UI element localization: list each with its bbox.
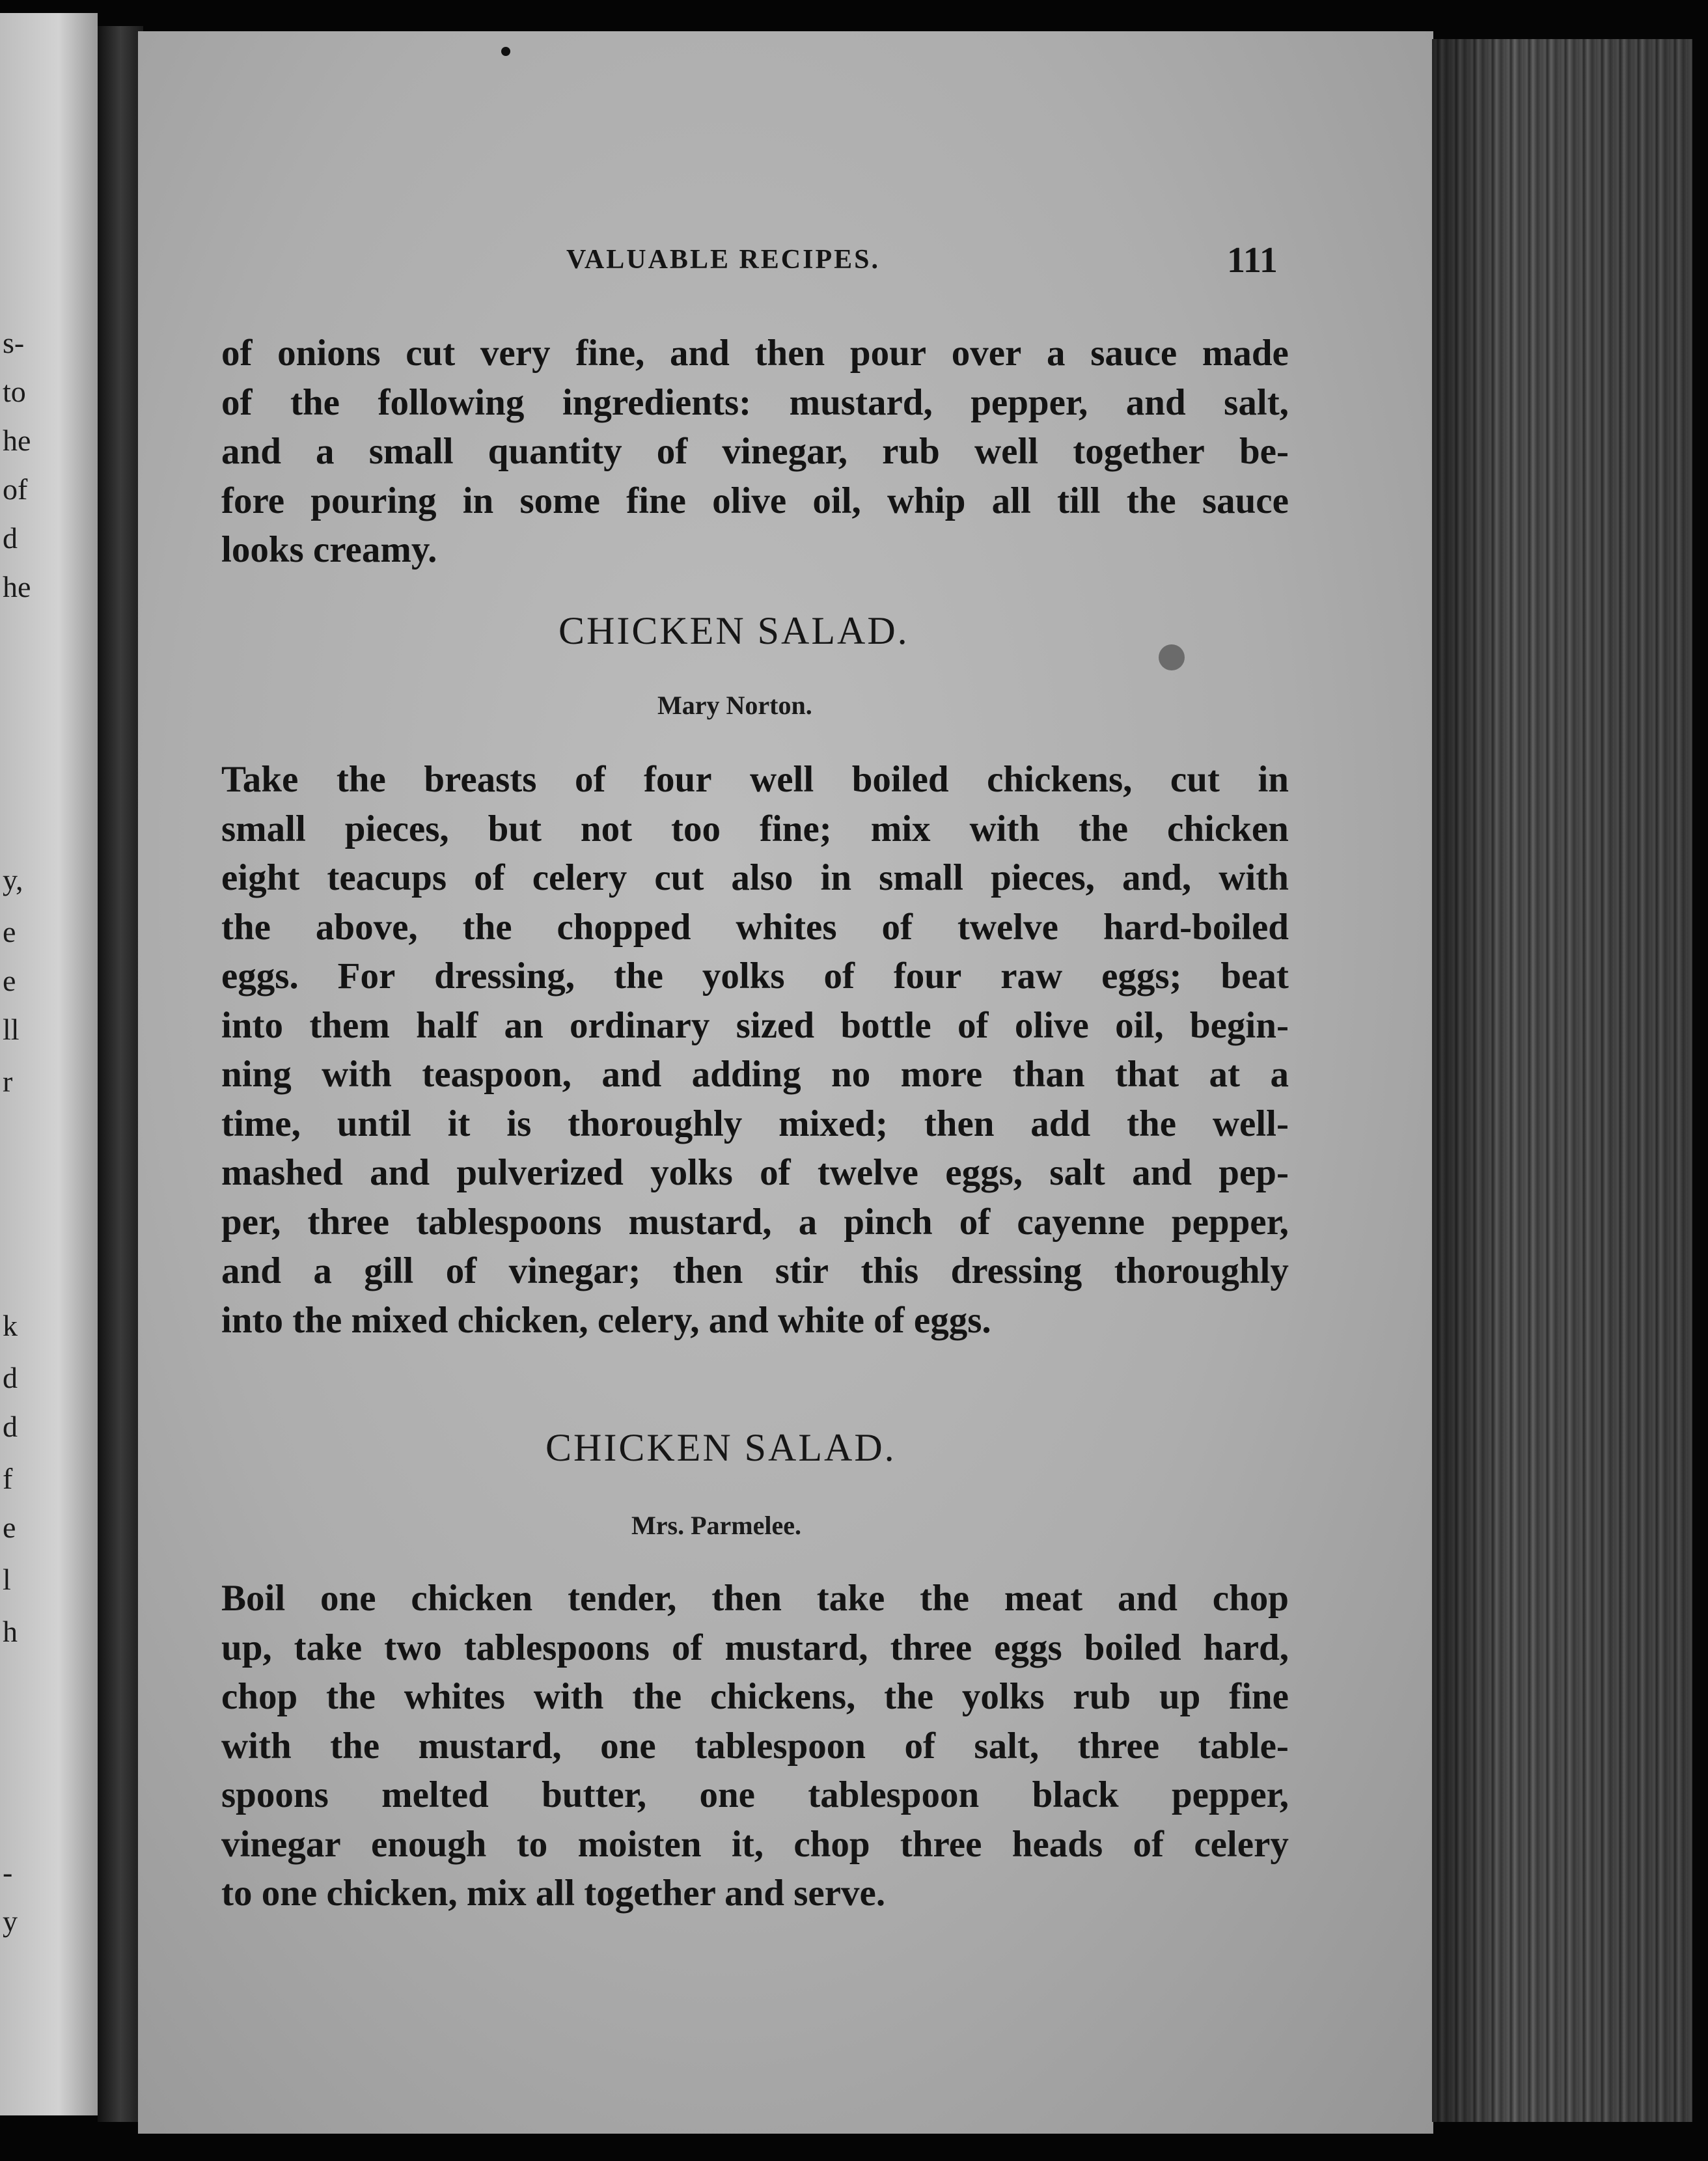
text-line: Boil one chicken tender, then take the meat and chop [221, 1578, 1289, 1619]
recipe-author: Mary Norton. [657, 691, 812, 720]
text-line: into them half an ordinary sized bottle of olive oil, begin- [221, 1004, 1289, 1046]
text-line: eight teacups of celery cut also in small pieces, and, with [221, 857, 1289, 898]
facing-page-fragment: r [3, 1065, 13, 1098]
text-line: to one chicken, mix all together and serve. [221, 1873, 886, 1914]
facing-page-fragment: he [3, 424, 31, 457]
text-line: with the mustard, one tablespoon of salt, three table- [221, 1725, 1289, 1767]
text-line: spoons melted butter, one tablespoon black pepper, [221, 1774, 1289, 1815]
facing-page-fragment: e [3, 915, 16, 948]
facing-page-fragment: y [3, 1905, 18, 1938]
text-line: of the following ingredients: mustard, pepper, and salt, [221, 381, 1289, 423]
recipe-title: CHICKEN SALAD. [545, 1426, 896, 1469]
text-line: Take the breasts of four well boiled chickens, cut in [221, 759, 1289, 800]
ink-dot [501, 47, 510, 56]
facing-page-fragment: e [3, 1511, 16, 1544]
text-line: and a gill of vinegar; then stir this dressing thoroughly [221, 1250, 1289, 1291]
text-line: the above, the chopped whites of twelve hard-boiled [221, 906, 1289, 948]
facing-page-fragment: d [3, 521, 18, 555]
text-line: fore pouring in some fine olive oil, whip all till the sauce [221, 480, 1289, 521]
facing-page-fragment: d [3, 1361, 18, 1394]
facing-page-fragment: e [3, 964, 16, 997]
text-line: vinegar enough to moisten it, chop three heads of celery [221, 1823, 1289, 1865]
facing-page-fragment: f [3, 1462, 13, 1495]
text-line: looks creamy. [221, 529, 437, 570]
facing-page-fragment: l [3, 1563, 11, 1596]
text-line: chop the whites with the chickens, the yolks rub up fine [221, 1676, 1289, 1717]
page-edges-shadow [1432, 39, 1692, 2122]
facing-page-edge [0, 13, 98, 2115]
text-line: mashed and pulverized yolks of twelve eggs, salt and pep- [221, 1152, 1289, 1193]
text-line: ning with teaspoon, and adding no more than that at a [221, 1054, 1289, 1095]
text-line: of onions cut very fine, and then pour over a sauce made [221, 333, 1289, 374]
recipe-author: Mrs. Parmelee. [631, 1511, 801, 1540]
facing-page-fragment: h [3, 1615, 18, 1648]
text-line: and a small quantity of vinegar, rub well together be- [221, 431, 1289, 472]
facing-page-fragment: ll [3, 1013, 20, 1046]
page-number: 111 [1227, 240, 1278, 281]
facing-page-fragment: k [3, 1309, 18, 1342]
text-line: into the mixed chicken, celery, and white of eggs. [221, 1299, 991, 1341]
facing-page-fragment: - [3, 1856, 13, 1889]
text-line: per, three tablespoons mustard, a pinch of cayenne pepper, [221, 1201, 1289, 1243]
running-head: VALUABLE RECIPES. [566, 245, 881, 275]
facing-page-fragment: to [3, 375, 26, 408]
recipe-title: CHICKEN SALAD. [558, 609, 909, 652]
text-line: time, until it is thoroughly mixed; then add the well- [221, 1103, 1289, 1144]
recipe-body [221, 1574, 1289, 1918]
book-gutter [98, 26, 143, 2122]
facing-page-fragment: of [3, 473, 28, 506]
text-line: small pieces, but not too fine; mix with the chicken [221, 808, 1289, 849]
facing-page-fragment: y, [3, 863, 23, 896]
facing-page-fragment: he [3, 570, 31, 603]
text-line: eggs. For dressing, the yolks of four raw eggs; beat [221, 956, 1289, 997]
facing-page-fragment: s- [3, 326, 25, 359]
stain-mark [1159, 644, 1185, 670]
intro-paragraph [221, 329, 1289, 575]
recipe-body [221, 755, 1289, 1345]
facing-page-fragment: d [3, 1410, 18, 1443]
text-line: up, take two tablespoons of mustard, three eggs boiled hard, [221, 1627, 1289, 1668]
